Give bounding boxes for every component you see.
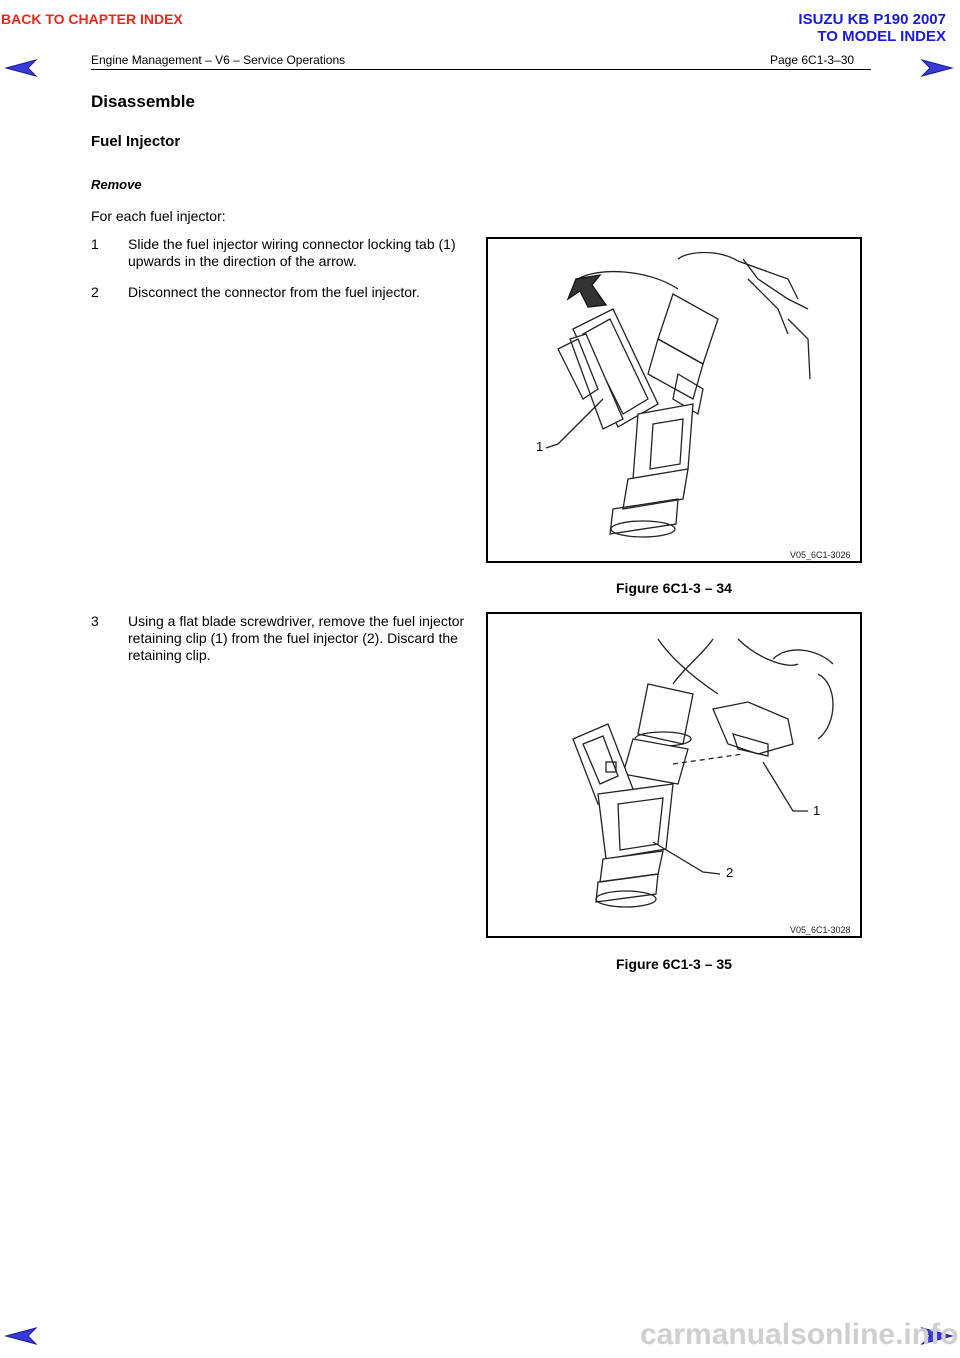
to-model-index: TO MODEL INDEX bbox=[817, 28, 946, 45]
step-text: Using a flat blade screwdriver, remove the fuel injector retaining clip (1) from the fuel injector (2). Discard the retaining clip. bbox=[128, 613, 465, 663]
intro-text: For each fuel injector: bbox=[91, 208, 226, 224]
operation-title: Remove bbox=[91, 177, 142, 192]
step-number: 3 bbox=[91, 613, 99, 629]
next-page-arrow-icon[interactable] bbox=[920, 58, 954, 83]
model-title: ISUZU KB P190 2007 bbox=[798, 11, 946, 28]
header-rule bbox=[91, 69, 871, 70]
figure-code: V05_6C1-3026 bbox=[790, 550, 851, 560]
figure-34-illustration bbox=[486, 237, 862, 563]
callout-label: 2 bbox=[726, 865, 734, 880]
step-2 bbox=[91, 284, 481, 301]
figure-caption: Figure 6C1-3 – 34 bbox=[616, 580, 732, 596]
header-title: Engine Management – V6 – Service Operations bbox=[91, 53, 346, 67]
figure-caption: Figure 6C1-3 – 35 bbox=[616, 956, 732, 972]
watermark: carmanualsonline.info bbox=[640, 1318, 959, 1351]
page-number: Page 6C1-3–30 bbox=[770, 53, 855, 67]
prev-page-arrow-icon[interactable] bbox=[4, 1326, 38, 1351]
step-number: 1 bbox=[91, 236, 99, 252]
model-index-link[interactable] bbox=[798, 11, 946, 45]
figure-code: V05_6C1-3028 bbox=[790, 925, 851, 935]
step-3 bbox=[91, 613, 481, 664]
callout-label: 1 bbox=[813, 803, 821, 818]
prev-page-arrow-icon[interactable] bbox=[4, 58, 38, 83]
callout-label: 1 bbox=[536, 439, 544, 454]
step-text: Disconnect the connector from the fuel injector. bbox=[128, 284, 420, 300]
subsection-title: Fuel Injector bbox=[91, 133, 181, 150]
step-text: Slide the fuel injector wiring connector locking tab (1) upwards in the direction of the arrow. bbox=[128, 236, 456, 269]
figure-35-illustration bbox=[486, 612, 862, 938]
section-title: Disassemble bbox=[91, 92, 195, 111]
step-1 bbox=[91, 236, 481, 270]
step-number: 2 bbox=[91, 284, 99, 300]
back-to-chapter-index-link[interactable]: BACK TO CHAPTER INDEX bbox=[1, 11, 183, 27]
